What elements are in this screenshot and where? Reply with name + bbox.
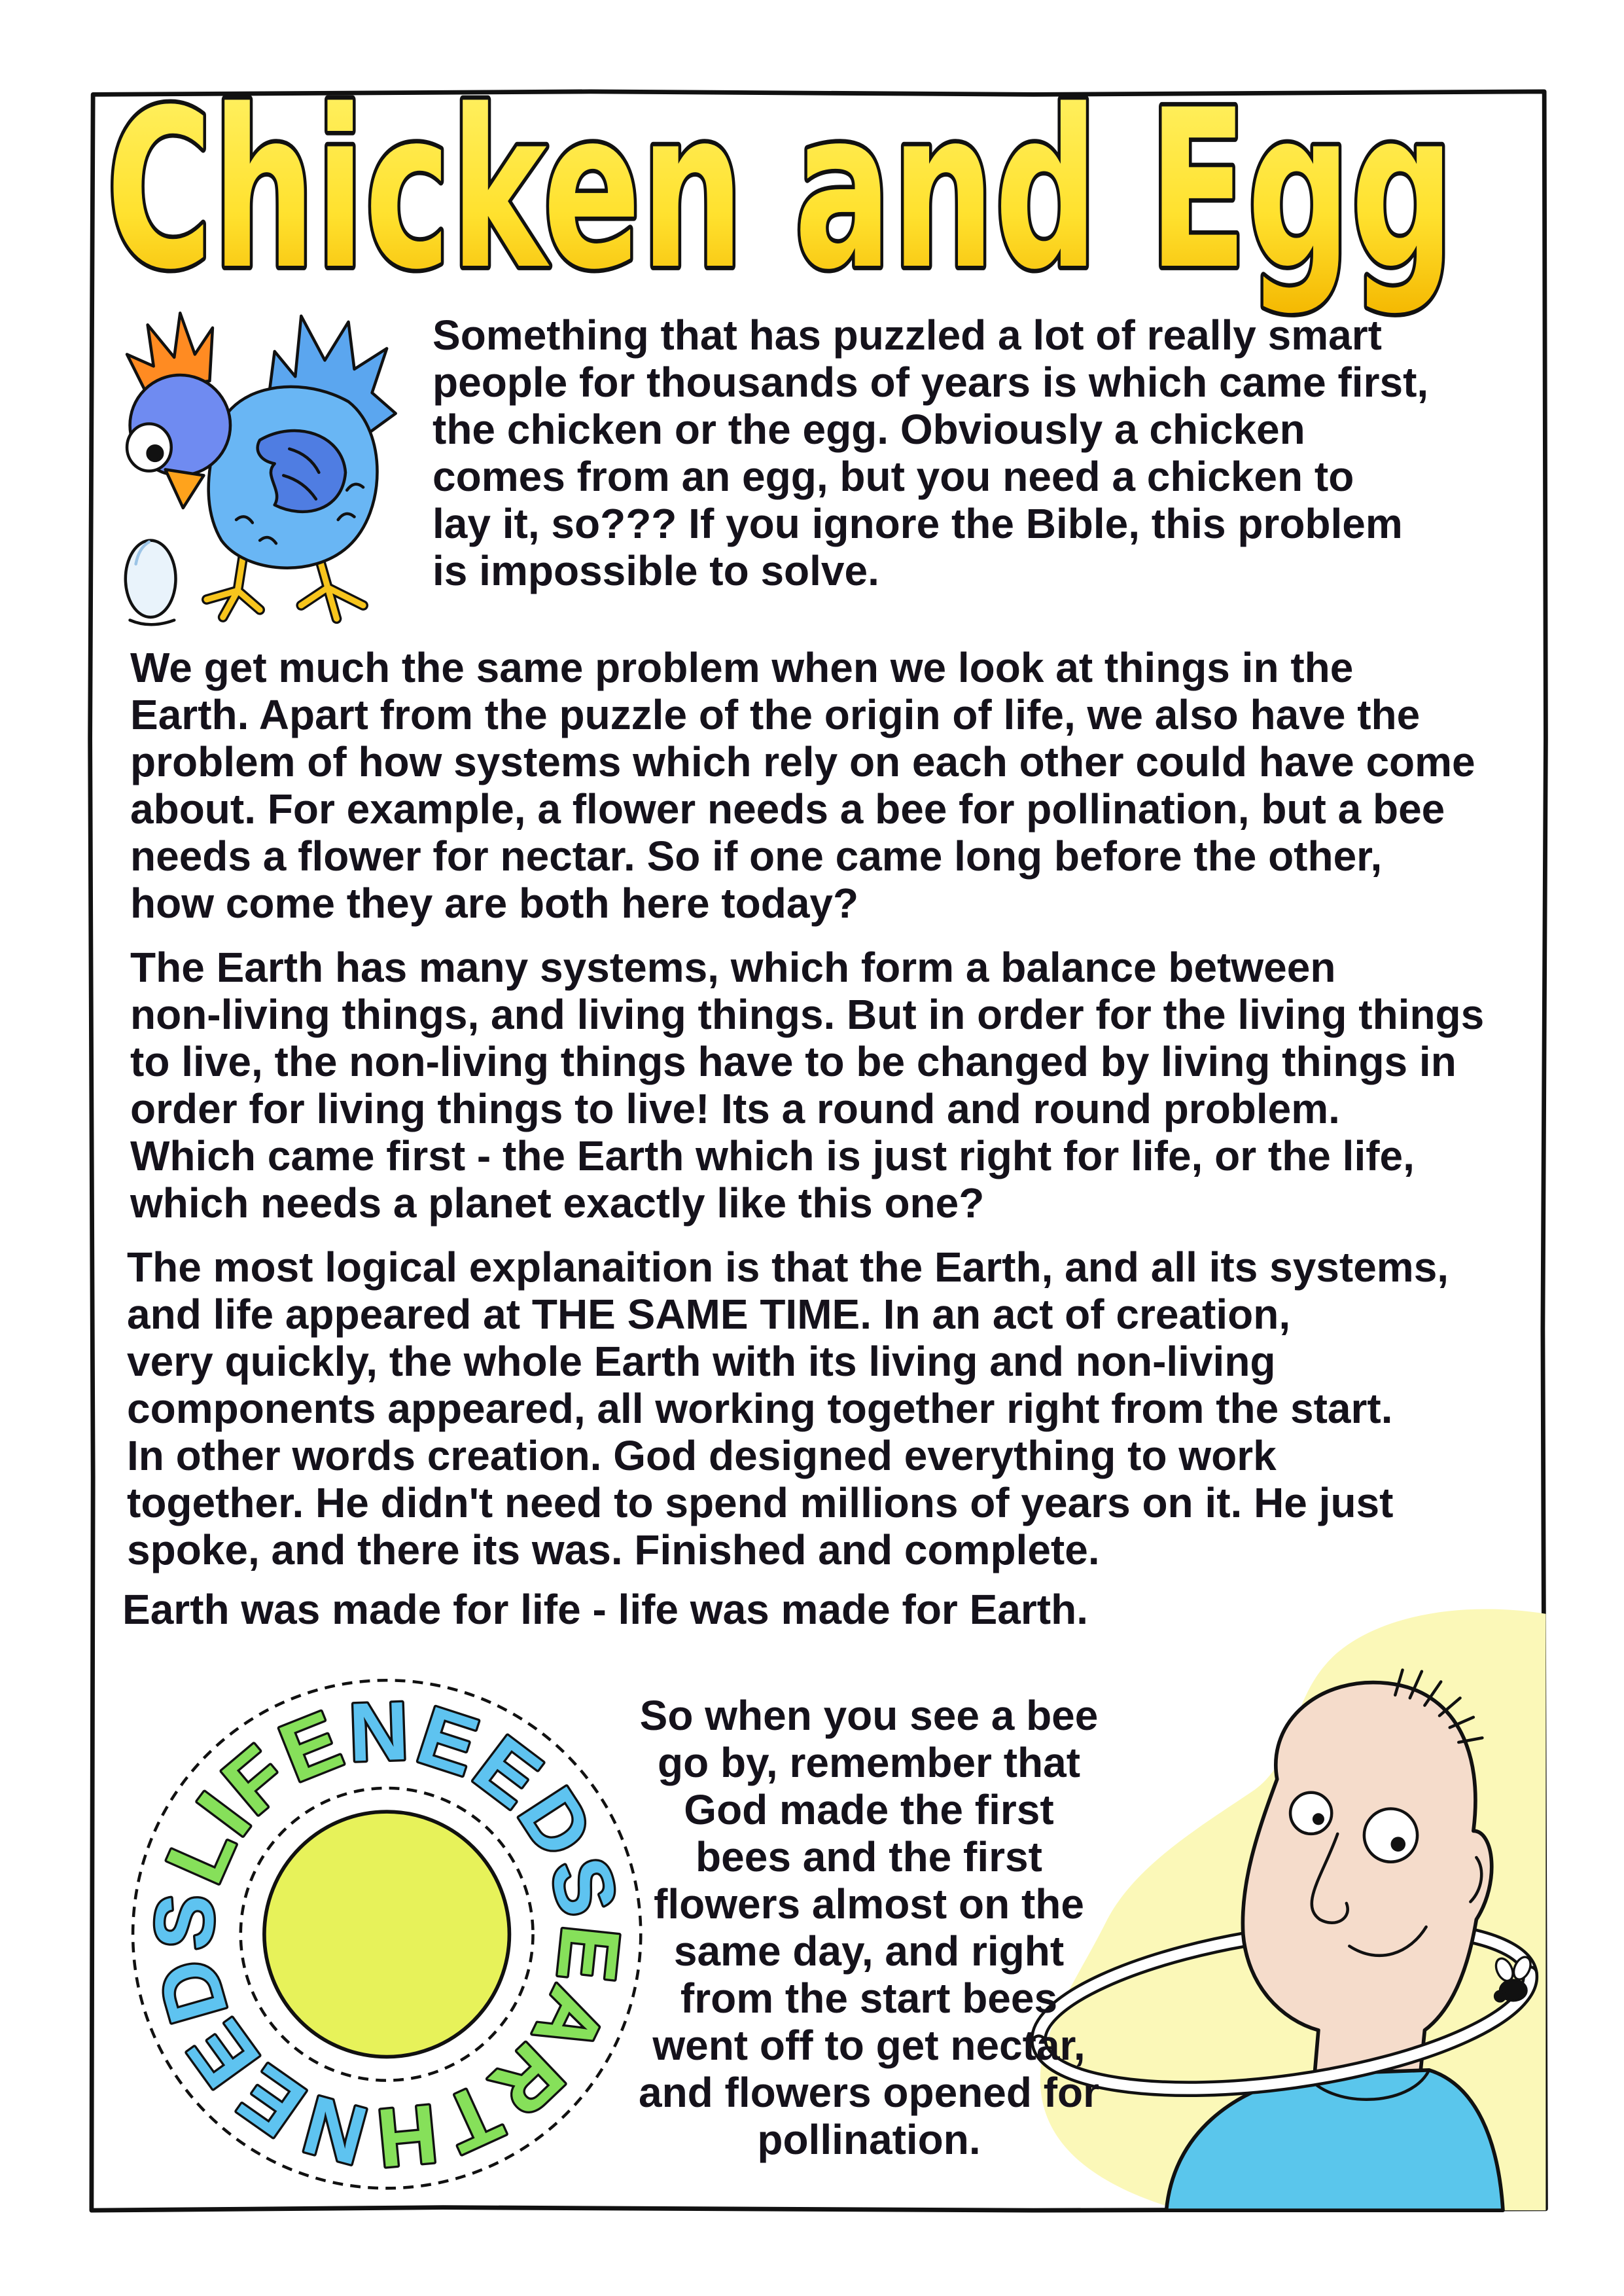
earth-circle xyxy=(264,1812,510,2056)
paragraph-line: and flowers opened for xyxy=(638,2069,1100,2116)
paragraph-line: Earth was made for life - life was made for Earth. xyxy=(122,1586,1088,1633)
ring-word-needs-2: NEEDS xyxy=(136,1888,376,2183)
paragraph-line: So when you see a bee xyxy=(639,1692,1099,1739)
paragraph-line: God made the first xyxy=(684,1786,1054,1833)
chicken-beak xyxy=(166,469,204,508)
paragraph-line: comes from an egg, but you need a chicken to xyxy=(432,453,1354,500)
balance-paragraph xyxy=(130,944,1484,1227)
bee-note-paragraph xyxy=(607,1692,1131,2163)
ring-word-life: LIFE xyxy=(148,1692,356,1896)
systems-paragraph xyxy=(130,644,1475,927)
paragraph-line: together. He didn't need to spend millions of years on it. He just xyxy=(127,1479,1394,1526)
creation-paragraph xyxy=(127,1244,1449,1573)
paragraph-line: spoke, and there its was. Finished and complete. xyxy=(127,1526,1100,1573)
paragraph-line: order for living things to live! Its a round and round problem. xyxy=(130,1085,1340,1132)
paragraph-line: flowers almost on the xyxy=(654,1880,1084,1928)
ring-word-earth: EARTH xyxy=(370,1922,638,2185)
paragraph-line: and life appeared at THE SAME TIME. In an act of creation, xyxy=(127,1291,1291,1338)
paragraph-line: needs a flower for nectar. So if one came long before the other, xyxy=(130,833,1383,880)
paragraph-line: is impossible to solve. xyxy=(432,547,879,594)
paragraph-line: lay it, so??? If you ignore the Bible, this problem xyxy=(432,500,1403,547)
paragraph-line: non-living things, and living things. But in order for the living things xyxy=(130,991,1485,1038)
page-title: Chicken and Egg xyxy=(106,63,1455,318)
paragraph-line: which needs a planet exactly like this one? xyxy=(130,1179,985,1227)
paragraph-line: how come they are both here today? xyxy=(130,880,859,927)
paragraph-line: bees and the first xyxy=(696,1833,1042,1880)
paragraph-line: components appeared, all working together right from the start. xyxy=(127,1385,1393,1432)
paragraph-line: The Earth has many systems, which form a balance between xyxy=(130,944,1336,991)
paragraph-line: problem of how systems which rely on each other could have come xyxy=(130,738,1475,785)
chicken-illustration xyxy=(126,313,396,624)
paragraph-line: In other words creation. God designed everything to work xyxy=(127,1432,1277,1479)
paragraph-line: very quickly, the whole Earth with its living and non-living xyxy=(127,1338,1276,1385)
ring-word-needs: NEEDS xyxy=(347,1684,636,1927)
paragraph-line: We get much the same problem when we look at things in the xyxy=(130,644,1354,691)
man-right-eye xyxy=(1364,1809,1417,1862)
closing-line xyxy=(122,1586,1088,1633)
paragraph-line: to live, the non-living things have to be changed by living things in xyxy=(130,1038,1456,1085)
man-left-eye xyxy=(1290,1793,1332,1834)
paragraph-line: Which came first - the Earth which is just right for life, or the life, xyxy=(130,1132,1415,1179)
paragraph-line: about. For example, a flower needs a bee for pollination, but a bee xyxy=(130,785,1445,833)
paragraph-line: The most logical explanaition is that the Earth, and all its systems, xyxy=(127,1244,1449,1291)
paragraph-line: same day, and right xyxy=(673,1928,1065,1975)
paragraph-line: went off to get nectar, xyxy=(652,2022,1086,2069)
life-needs-earth-ring xyxy=(133,1680,641,2188)
paragraph-line: from the start bees xyxy=(680,1975,1058,2022)
paragraph-line: the chicken or the egg. Obviously a chicken xyxy=(432,406,1305,453)
paragraph-line: Something that has puzzled a lot of really smart xyxy=(432,312,1382,359)
paragraph-line: people for thousands of years is which came first, xyxy=(432,359,1429,406)
paragraph-line: Earth. Apart from the puzzle of the origin of life, we also have the xyxy=(130,691,1421,738)
paragraph-line: pollination. xyxy=(757,2116,981,2163)
paragraph-line: go by, remember that xyxy=(657,1739,1081,1786)
egg-icon xyxy=(126,541,176,625)
intro-paragraph xyxy=(432,312,1428,594)
